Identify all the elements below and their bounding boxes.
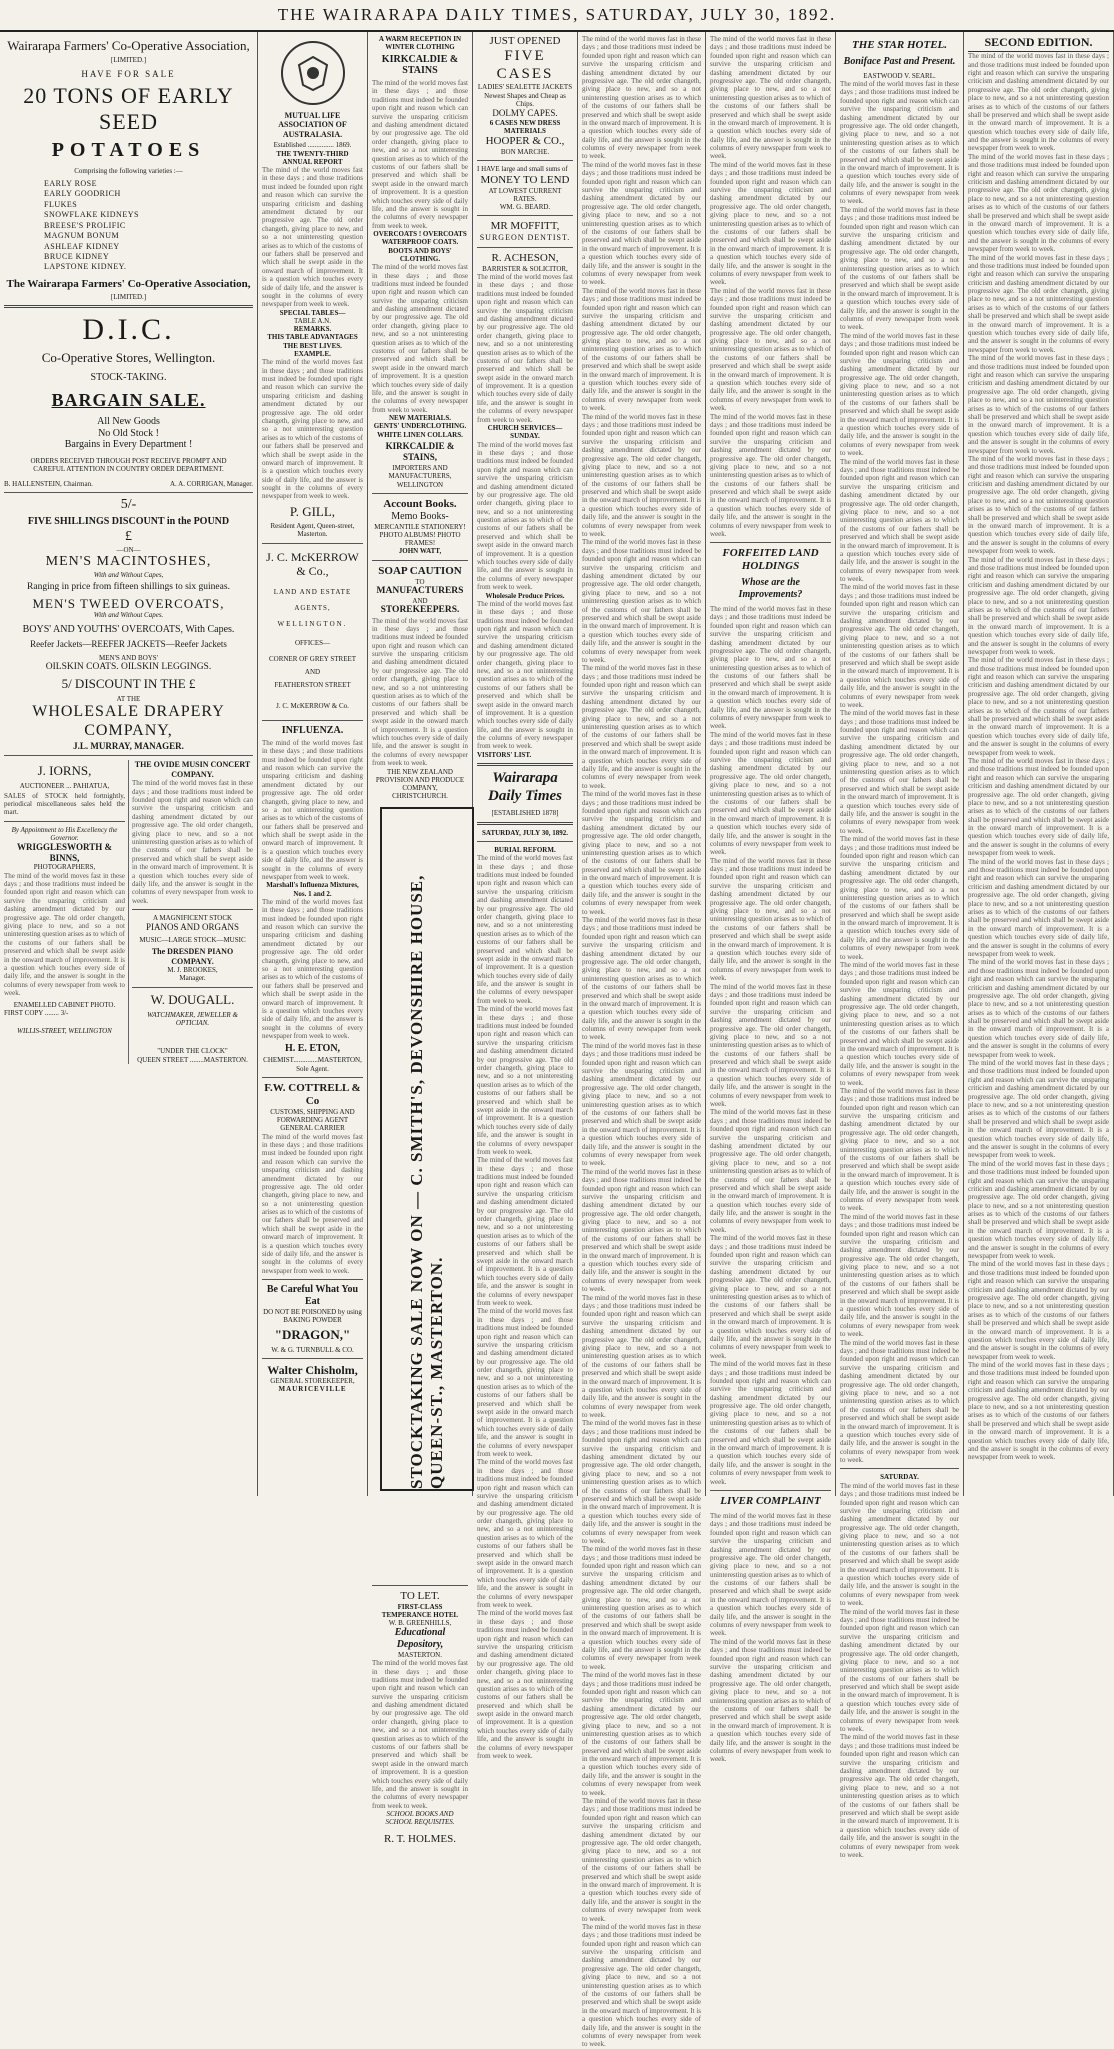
article-text-11: The mind of the world moves fast in these days ; and those traditions must indeed be founded upon right and reason which can survive the unsparing criticism and dashing amendment dictated by our progressive age. The old order changeth, giving place to new, and so a not uninteresting question arises as to which of the customs of our fathers shall be preserved and which shall be swept aside in the onward march of improvement. It is a question which touches every side of daily life, and the answer is sought in the columns of every newspaper from week to week. <box>582 1293 701 1420</box>
col6-text-8: The mind of the world moves fast in these days ; and those traditions must indeed be founded upon right and reason which can survive the unsparing criticism and dashing amendment dictated by our progressive age. The old order changeth, giving place to new, and so a not uninteresting question arises as to which of the customs of our fathers shall be preserved and which shall be swept aside in the onward march of improvement. It is a question which touches every side of daily life, and the answer is sought in the columns of every newspaper from week to week. <box>710 982 831 1109</box>
white-linen: WHITE LINEN COLLARS. <box>377 430 463 439</box>
iorns: J. IORNS, <box>37 763 92 779</box>
macintoshes: MEN'S MACINTOSHES, <box>45 554 212 570</box>
col8-text-5: The mind of the world moves fast in these days ; and those traditions must indeed be founded upon right and reason which can survive the unsparing criticism and dashing amendment dictated by our progressive age. The old order changeth, giving place to new, and so a not uninteresting question arises as to which of the customs of our fathers shall be preserved and which shall be swept aside in the onward march of improvement. It is a question which touches every side of daily life, and the answer is sought in the columns of every newspaper from week to week. <box>968 454 1109 556</box>
bon-marche: BON MARCHE. <box>500 148 550 157</box>
boots-body-text: The mind of the world moves fast in these days ; and those traditions must indeed be founded upon right and reason which can survive the unsparing criticism and dashing amendment dictated by our progressive age. The old order changeth, giving place to new, and so a not uninteresting question arises as to which of the customs of our fathers shall be preserved and which shall be swept aside in the onward march of improvement. It is a question which touches every side of daily life, and the answer is sought in the columns of every newspaper from week to week. <box>372 263 468 414</box>
newest-shapes: Newest Shapes and Cheap as Chips. <box>484 91 566 108</box>
col8-text-14: The mind of the world moves fast in these days ; and those traditions must indeed be founded upon right and reason which can survive the unsparing criticism and dashing amendment dictated by our progressive age. The old order changeth, giving place to new, and so a not uninteresting question arises as to which of the customs of our fathers shall be preserved and which shall be swept aside in the onward march of improvement. It is a question which touches every side of daily life, and the answer is sought in the columns of every newspaper from week to week. <box>968 1361 1109 1462</box>
nz-provision: THE NEW ZEALAND PROVISION AND PRODUCE COMPANY, <box>375 767 465 793</box>
dougall: W. DOUGALL. <box>150 991 235 1007</box>
john-watt: JOHN WATT, <box>398 547 442 556</box>
col8-text-1: The mind of the world moves fast in these days ; and those traditions must indeed be founded upon right and reason which can survive the unsparing criticism and dashing amendment dictated by our progressive age. The old order changeth, giving place to new, and so a not uninteresting question arises as to which of the customs of our fathers shall be preserved and which shall be swept aside in the onward march of improvement. It is a question which touches every side of daily life, and the answer is sought in the columns of every newspaper from week to week. <box>968 52 1109 153</box>
chisholm: Walter Chisholm, <box>267 1362 358 1377</box>
iorns-subtitle: AUCTIONEER ... PAHIATUA, <box>19 781 110 790</box>
column-5 <box>578 32 706 2049</box>
influenza: INFLUENZA. <box>281 724 344 736</box>
old-stock: No Old Stock ! <box>98 427 159 439</box>
musin-concert: THE OVIDE MUSIN CONCERT COMPANY. <box>134 760 251 779</box>
photo-albums: PHOTO ALBUMS! PHOTO FRAMES! <box>379 530 461 548</box>
customs-agent: CUSTOMS, SHIPPING AND FORWARDING AGENT <box>270 1107 355 1125</box>
burial-text-2: The mind of the world moves fast in these days ; and those traditions must indeed be founded upon right and reason which can survive the unsparing criticism and dashing amendment dictated by our progressive age. The old order changeth, giving place to new, and so a not uninteresting question arises as to which of the customs of our fathers shall be preserved and which shall be swept aside in the onward march of improvement. It is a question which touches every side of daily life, and the answer is sought in the columns of every newspaper from week to week. <box>477 1005 573 1156</box>
kirkcaldie-wellington: WELLINGTON <box>396 480 444 489</box>
col6-text-1: The mind of the world moves fast in these days ; and those traditions must indeed be founded upon right and reason which can survive the unsparing criticism and dashing amendment dictated by our progressive age. The old order changeth, giving place to new, and so a not uninteresting question arises as to which of the customs of our fathers shall be preserved and which shall be swept aside in the onward march of improvement. It is a question which touches every side of daily life, and the answer is sought in the columns of every newspaper from week to week. <box>710 35 831 161</box>
article-text-5: The mind of the world moves fast in these days ; and those traditions must indeed be founded upon right and reason which can survive the unsparing criticism and dashing amendment dictated by our progressive age. The old order changeth, giving place to new, and so a not uninteresting question arises as to which of the customs of our fathers shall be preserved and which shall be swept aside in the onward march of improvement. It is a question which touches every side of daily life, and the answer is sought in the columns of every newspaper from week to week. <box>582 538 701 664</box>
with-without-capes: With and Without Capes, <box>93 570 164 579</box>
dragon: "DRAGON," <box>274 1327 351 1343</box>
holmes: R. T. HOLMES. <box>383 1832 456 1845</box>
column-2 <box>258 32 368 1496</box>
and-label: AND <box>304 668 321 677</box>
acheson-body-text: The mind of the world moves fast in these days ; and those traditions must indeed be founded upon right and reason which can survive the unsparing criticism and dashing amendment dictated by our progressive age. The old order changeth, giving place to new, and so a not uninteresting question arises as to which of the customs of our fathers shall be preserved and which shall be swept aside in the onward march of improvement. It is a question which touches every side of daily life, and the answer is sought in the columns of every newspaper from week to week. <box>477 273 573 424</box>
wholesale-prices: Wholesale Produce Prices. <box>485 591 565 600</box>
list-item: SNOWFLAKE KIDNEYS <box>44 210 139 220</box>
marshall-mixtures: Marshall's Influenza Mixtures, Nos. 1 and 2. <box>266 881 359 898</box>
stocktaking-vertical-banner <box>380 807 474 1491</box>
sole-agent: Sole Agent. <box>296 1064 329 1073</box>
at-the: AT THE <box>116 694 141 703</box>
burial-text-1: The mind of the world moves fast in these days ; and those traditions must indeed be founded upon right and reason which can survive the unsparing criticism and dashing amendment dictated by our progressive age. The old order changeth, giving place to new, and so a not uninteresting question arises as to which of the customs of our fathers shall be preserved and which shall be swept aside in the onward march of improvement. It is a question which touches every side of daily life, and the answer is sought in the columns of every newspaper from week to week. <box>477 854 573 1005</box>
col8-text-13: The mind of the world moves fast in these days ; and those traditions must indeed be founded upon right and reason which can survive the unsparing criticism and dashing amendment dictated by our progressive age. The old order changeth, giving place to new, and so a not uninteresting question arises as to which of the customs of our fathers shall be preserved and which shall be swept aside in the onward march of improvement. It is a question which touches every side of daily life, and the answer is sought in the columns of every newspaper from week to week. <box>968 1260 1109 1361</box>
educational-depository: Educational Depository, <box>394 1627 446 1651</box>
appointment: By Appointment to His Excellency the Governor. <box>11 825 118 842</box>
iorns-text: SALES of STOCK held fortnightly, periodical miscellaneous sales held the mart. <box>4 791 125 817</box>
church-services: CHURCH SERVICES—SUNDAY. <box>487 424 563 441</box>
hooper: HOOPER & CO., <box>485 135 565 148</box>
col6-text-10: The mind of the world moves fast in these days ; and those traditions must indeed be founded upon right and reason which can survive the unsparing criticism and dashing amendment dictated by our progressive age. The old order changeth, giving place to new, and so a not uninteresting question arises as to which of the customs of our fathers shall be preserved and which shall be swept aside in the onward march of improvement. It is a question which touches every side of daily life, and the answer is sought in the columns of every newspaper from week to week. <box>710 1234 831 1360</box>
church-body-text: The mind of the world moves fast in these days ; and those traditions must indeed be founded upon right and reason which can survive the unsparing criticism and dashing amendment dictated by our progressive age. The old order changeth, giving place to new, and so a not uninteresting question arises as to which of the customs of our fathers shall be preserved and which shall be swept aside in the onward march of improvement. It is a question which touches every side of daily life, and the answer is sought in the columns of every newspaper from week to week. <box>477 440 573 592</box>
saturday-heading: SATURDAY. <box>880 1473 919 1482</box>
kirkcaldie-body-text: The mind of the world moves fast in these days ; and those traditions must indeed be founded upon right and reason which can survive the unsparing criticism and dashing amendment dictated by our progressive age. The old order changeth, giving place to new, and so a not uninteresting question arises as to which of the customs of our fathers shall be preserved and which shall be swept aside in the onward march of improvement. It is a question which touches every side of daily life, and the answer is sought in the columns of every newspaper from week to week. <box>372 79 468 230</box>
turnbull: W. & G. TURNBULL & CO. <box>271 1345 354 1354</box>
burial-text-3: The mind of the world moves fast in these days ; and those traditions must indeed be founded upon right and reason which can survive the unsparing criticism and dashing amendment dictated by our progressive age. The old order changeth, giving place to new, and so a not uninteresting question arises as to which of the customs of our fathers shall be preserved and which shall be swept aside in the onward march of improvement. It is a question which touches every side of daily life, and the answer is sought in the columns of every newspaper from week to week. <box>477 1156 573 1307</box>
list-item: BRUCE KIDNEY <box>44 252 110 261</box>
wellington: WELLINGTON. <box>277 620 348 629</box>
col8-text-4: The mind of the world moves fast in these days ; and those traditions must indeed be founded upon right and reason which can survive the unsparing criticism and dashing amendment dictated by our progressive age. The old order changeth, giving place to new, and so a not uninteresting question arises as to which of the customs of our fathers shall be preserved and which shall be swept aside in the onward march of improvement. It is a question which touches every side of daily life, and the answer is sought in the columns of every newspaper from week to week. <box>968 354 1109 455</box>
eastwood-v-searl: EASTWOOD V. SEARL. <box>863 71 936 80</box>
article-text-2: The mind of the world moves fast in these days ; and those traditions must indeed be founded upon right and reason which can survive the unsparing criticism and dashing amendment dictated by our progressive age. The old order changeth, giving place to new, and so a not uninteresting question arises as to which of the customs of our fathers shall be preserved and which shall be swept aside in the onward march of improvement. It is a question which touches every side of daily life, and the answer is sought in the columns of every newspaper from week to week. <box>582 160 701 287</box>
influenza-body-text: The mind of the world moves fast in these days ; and those traditions must indeed be founded upon right and reason which can survive the unsparing criticism and dashing amendment dictated by our progressive age. The old order changeth, giving place to new, and so a not uninteresting question arises as to which of the customs of our fathers shall be preserved and which shall be swept aside in the onward march of improvement. It is a question which touches every side of daily life, and the answer is sought in the columns of every newspaper from week to week. <box>262 738 363 882</box>
paper-established: [ESTABLISHED 1878] <box>491 809 559 818</box>
article-text-8: The mind of the world moves fast in these days ; and those traditions must indeed be founded upon right and reason which can survive the unsparing criticism and dashing amendment dictated by our progressive age. The old order changeth, giving place to new, and so a not uninteresting question arises as to which of the customs of our fathers shall be preserved and which shall be swept aside in the onward march of improvement. It is a question which touches every side of daily life, and the answer is sought in the columns of every newspaper from week to week. <box>582 916 701 1042</box>
col8-text-7: The mind of the world moves fast in these days ; and those traditions must indeed be founded upon right and reason which can survive the unsparing criticism and dashing amendment dictated by our progressive age. The old order changeth, giving place to new, and so a not uninteresting question arises as to which of the customs of our fathers shall be preserved and which shall be swept aside in the onward march of improvement. It is a question which touches every side of daily life, and the answer is sought in the columns of every newspaper from week to week. <box>968 656 1109 757</box>
current-rates: AT LOWEST CURRENT RATES. <box>488 186 562 203</box>
article-text-7: The mind of the world moves fast in these days ; and those traditions must indeed be founded upon right and reason which can survive the unsparing criticism and dashing amendment dictated by our progressive age. The old order changeth, giving place to new, and so a not uninteresting question arises as to which of the customs of our fathers shall be preserved and which shall be swept aside in the onward march of improvement. It is a question which touches every side of daily life, and the answer is sought in the columns of every newspaper from week to week. <box>582 790 701 916</box>
reefer-jackets: Reefer Jackets—REEFER JACKETS—Reefer Jackets <box>30 639 227 650</box>
storekeeper: GENERAL STOREKEEPER, <box>270 1377 355 1386</box>
col7-text-12: The mind of the world moves fast in these days ; and those traditions must indeed be founded upon right and reason which can survive the unsparing criticism and dashing amendment dictated by our progressive age. The old order changeth, giving place to new, and so a not uninteresting question arises as to which of the customs of our fathers shall be preserved and which shall be swept aside in the onward march of improvement. It is a question which touches every side of daily life, and the answer is sought in the columns of every newspaper from week to week. <box>840 1481 959 1608</box>
special-tables: SPECIAL TABLES— <box>279 308 346 317</box>
col7-text-6: The mind of the world moves fast in these days ; and those traditions must indeed be founded upon right and reason which can survive the unsparing criticism and dashing amendment dictated by our progressive age. The old order changeth, giving place to new, and so a not uninteresting question arises as to which of the customs of our fathers shall be preserved and which shall be swept aside in the onward march of improvement. It is a question which touches every side of daily life, and the answer is sought in the columns of every newspaper from week to week. <box>840 709 959 835</box>
kirkcaldie: KIRKCALDIE & STAINS <box>381 53 459 77</box>
col6-text-3: The mind of the world moves fast in these days ; and those traditions must indeed be founded upon right and reason which can survive the unsparing criticism and dashing amendment dictated by our progressive age. The old order changeth, giving place to new, and so a not uninteresting question arises as to which of the customs of our fathers shall be preserved and which shall be swept aside in the onward march of improvement. It is a question which touches every side of daily life, and the answer is sought in the columns of every newspaper from week to week. <box>710 286 831 413</box>
offices: OFFICES— <box>294 638 330 647</box>
mutual-life-crest-icon <box>281 41 345 105</box>
with-without-capes-2: With and Without Capes. <box>93 611 164 620</box>
barrister: BARRISTER & SOLICITOR, <box>482 264 568 273</box>
manager: A. A. CORRIGAN, Manager. <box>169 479 253 488</box>
boys-overcoats: BOYS' AND YOUTHS' OVERCOATS, With Capes. <box>22 623 235 635</box>
mutual-established: Established ............... 1869. <box>273 141 352 150</box>
musin-block <box>129 760 253 1064</box>
burial-text-4: The mind of the world moves fast in these days ; and those traditions must indeed be founded upon right and reason which can survive the unsparing criticism and dashing amendment dictated by our progressive age. The old order changeth, giving place to new, and so a not uninteresting question arises as to which of the customs of our fathers shall be preserved and which shall be swept aside in the onward march of improvement. It is a question which touches every side of daily life, and the answer is sought in the columns of every newspaper from week to week. <box>477 1307 573 1458</box>
musin-body-text: The mind of the world moves fast in these days ; and those traditions must indeed be founded upon right and reason which can survive the unsparing criticism and dashing amendment dictated by our progressive age. The old order changeth, giving place to new, and so a not uninteresting question arises as to which of the customs of our fathers shall be preserved and which shall be swept aside in the onward march of improvement. It is a question which touches every side of daily life, and the answer is sought in the columns of every newspaper from week to week. <box>132 779 253 905</box>
limited-label-2: [LIMITED.] <box>110 292 147 301</box>
tons-heading: 20 TONS OF EARLY SEED <box>23 83 234 135</box>
article-text-10: The mind of the world moves fast in these days ; and those traditions must indeed be founded upon right and reason which can survive the unsparing criticism and dashing amendment dictated by our progressive age. The old order changeth, giving place to new, and so a not uninteresting question arises as to which of the customs of our fathers shall be preserved and which shall be swept aside in the onward march of improvement. It is a question which touches every side of daily life, and the answer is sought in the columns of every newspaper from week to week. <box>582 1167 701 1294</box>
example: EXAMPLE. <box>294 349 331 358</box>
queen-street: QUEEN STREET ........MASTERTON. <box>137 1055 248 1064</box>
star-hotel: THE STAR HOTEL. <box>851 39 948 51</box>
mauriceville: MAURICEVILLE <box>278 1385 347 1394</box>
christchurch: CHRISTCHURCH. <box>392 792 448 801</box>
men-boys: MEN'S AND BOYS' <box>99 654 158 663</box>
five-shilling-symbol: 5/- <box>120 496 137 512</box>
col8-text-12: The mind of the world moves fast in these days ; and those traditions must indeed be founded upon right and reason which can survive the unsparing criticism and dashing amendment dictated by our progressive age. The old order changeth, giving place to new, and so a not uninteresting question arises as to which of the customs of our fathers shall be preserved and which shall be swept aside in the onward march of improvement. It is a question which touches every side of daily life, and the answer is sought in the columns of every newspaper from week to week. <box>968 1159 1109 1261</box>
photographers: PHOTOGRAPHERS, <box>33 863 96 872</box>
soap-caution: SOAP CAUTION <box>378 564 462 577</box>
first-copy-price: FIRST COPY ........ 3/- <box>4 1008 69 1017</box>
potatoes-heading: POTATOES <box>51 139 206 162</box>
music-stock: MUSIC—LARGE STOCK—MUSIC <box>139 936 246 944</box>
article-text-15: The mind of the world moves fast in these days ; and those traditions must indeed be founded upon right and reason which can survive the unsparing criticism and dashing amendment dictated by our progressive age. The old order changeth, giving place to new, and so a not uninteresting question arises as to which of the customs of our fathers shall be preserved and which shall be swept aside in the onward march of improvement. It is a question which touches every side of daily life, and the answer is sought in the columns of every newspaper from week to week. <box>582 1797 701 1923</box>
waterproof: WATERPROOF COATS. <box>381 238 459 247</box>
beard: WM. G. BEARD. <box>499 203 551 212</box>
magnificent-stock: A MAGNIFICENT STOCK <box>152 914 233 923</box>
col6-text-13: The mind of the world moves fast in these days ; and those traditions must indeed be founded upon right and reason which can survive the unsparing criticism and dashing amendment dictated by our progressive age. The old order changeth, giving place to new, and so a not uninteresting question arises as to which of the customs of our fathers shall be preserved and which shall be swept aside in the onward march of improvement. It is a question which touches every side of daily life, and the answer is sought in the columns of every newspaper from week to week. <box>710 1637 831 1764</box>
just-opened: JUST OPENED <box>489 35 561 47</box>
stock-taking: STOCK-TAKING. <box>90 371 167 383</box>
liver-complaint: LIVER COMPLAINT <box>720 1494 821 1507</box>
overcoats: OVERCOATS ! OVERCOATS <box>373 230 467 239</box>
table-advantages: THIS TABLE ADVANTAGES THE BEST LIVES. <box>267 333 358 350</box>
have-for-sale: HAVE FOR SALE <box>81 68 176 79</box>
mutual-body-text: The mind of the world moves fast in these days ; and those traditions must indeed be founded upon right and reason which can survive the unsparing criticism and dashing amendment dictated by our progressive age. The old order changeth, giving place to new, and so a not uninteresting question arises as to which of the customs of our fathers shall be preserved and which shall be swept aside in the onward march of improvement. It is a question which touches every side of daily life, and the answer is sought in the columns of every newspaper from week to week. <box>262 166 363 309</box>
article-text-3: The mind of the world moves fast in these days ; and those traditions must indeed be founded upon right and reason which can survive the unsparing criticism and dashing amendment dictated by our progressive age. The old order changeth, giving place to new, and so a not uninteresting question arises as to which of the customs of our fathers shall be preserved and which shall be swept aside in the onward march of improvement. It is a question which touches every side of daily life, and the answer is sought in the columns of every newspaper from week to week. <box>582 286 701 413</box>
iorns-musin-row <box>4 760 253 1064</box>
list-item: MAGNUM BONUM <box>44 231 120 241</box>
col7-text-13: The mind of the world moves fast in these days ; and those traditions must indeed be founded upon right and reason which can survive the unsparing criticism and dashing amendment dictated by our progressive age. The old order changeth, giving place to new, and so a not uninteresting question arises as to which of the customs of our fathers shall be preserved and which shall be swept aside in the onward march of improvement. It is a question which touches every side of daily life, and the answer is sought in the columns of every newspaper from week to week. <box>840 1607 959 1734</box>
iorns-block <box>4 760 129 1064</box>
col8-text-6: The mind of the world moves fast in these days ; and those traditions must indeed be founded upon right and reason which can survive the unsparing criticism and dashing amendment dictated by our progressive age. The old order changeth, giving place to new, and so a not uninteresting question arises as to which of the customs of our fathers shall be preserved and which shall be swept aside in the onward march of improvement. It is a question which touches every side of daily life, and the answer is sought in the columns of every newspaper from week to week. <box>968 555 1109 656</box>
article-text-4: The mind of the world moves fast in these days ; and those traditions must indeed be founded upon right and reason which can survive the unsparing criticism and dashing amendment dictated by our progressive age. The old order changeth, giving place to new, and so a not uninteresting question arises as to which of the customs of our fathers shall be preserved and which shall be swept aside in the onward march of improvement. It is a question which touches every side of daily life, and the answer is sought in the columns of every newspaper from week to week. <box>582 412 701 539</box>
column-4 <box>473 32 578 1761</box>
murray-manager: J.L. MURRAY, MANAGER. <box>73 740 184 751</box>
mckerrow-2: J. C. McKERROW & Co. <box>276 701 349 710</box>
limited-label: [LIMITED.] <box>110 56 147 65</box>
assoc-title-2: The Wairarapa Farmers' Co-Operative Association, <box>6 277 251 290</box>
col6-text-5: The mind of the world moves fast in these days ; and those traditions must indeed be founded upon right and reason which can survive the unsparing criticism and dashing amendment dictated by our progressive age. The old order changeth, giving place to new, and so a not uninteresting question arises as to which of the customs of our fathers shall be preserved and which shall be swept aside in the onward march of improvement. It is a question which touches every side of daily life, and the answer is sought in the columns of every newspaper from week to week. <box>710 604 831 731</box>
article-text-16: The mind of the world moves fast in these days ; and those traditions must indeed be founded upon right and reason which can survive the unsparing criticism and dashing amendment dictated by our progressive age. The old order changeth, giving place to new, and so a not uninteresting question arises as to which of the customs of our fathers shall be preserved and which shall be swept aside in the onward march of improvement. It is a question which touches every side of daily life, and the answer is sought in the columns of every newspaper from week to week. <box>582 1922 701 2049</box>
table-an: TABLE A.N. <box>294 316 331 325</box>
pianos-organs: PIANOS AND ORGANS <box>145 922 239 933</box>
eton: H. E. ETON, <box>284 1042 341 1054</box>
boniface: Boniface Past and Present. <box>843 55 956 67</box>
not-poisoned: DO NOT BE POISONED by using BAKING POWDER <box>263 1307 362 1325</box>
featherston-street: FEATHERSTON STREET <box>274 681 351 690</box>
general-carrier: GENERAL CARRIER <box>280 1124 345 1133</box>
soap-body-text: The mind of the world moves fast in these days ; and those traditions must indeed be founded upon right and reason which can survive the unsparing criticism and dashing amendment dictated by our progressive age. The old order changeth, giving place to new, and so a not uninteresting question arises as to which of the customs of our fathers shall be preserved and which shall be swept aside in the onward march of improvement. It is a question which touches every side of daily life, and the answer is sought in the columns of every newspaper from week to week. <box>372 616 468 768</box>
col8-text-2: The mind of the world moves fast in these days ; and those traditions must indeed be founded upon right and reason which can survive the unsparing criticism and dashing amendment dictated by our progressive age. The old order changeth, giving place to new, and so a not uninteresting question arises as to which of the customs of our fathers shall be preserved and which shall be swept aside in the onward march of improvement. It is a question which touches every side of daily life, and the answer is sought in the columns of every newspaper from week to week. <box>968 152 1109 254</box>
col7-text-8: The mind of the world moves fast in these days ; and those traditions must indeed be founded upon right and reason which can survive the unsparing criticism and dashing amendment dictated by our progressive age. The old order changeth, giving place to new, and so a not uninteresting question arises as to which of the customs of our fathers shall be preserved and which shall be swept aside in the onward march of improvement. It is a question which touches every side of daily life, and the answer is sought in the columns of every newspaper from week to week. <box>840 961 959 1087</box>
paper-name: Wairarapa Daily Times <box>487 770 562 804</box>
annual-report: THE TWENTY-THIRD ANNUAL REPORT <box>276 149 349 166</box>
col7-text-2: The mind of the world moves fast in these days ; and those traditions must indeed be founded upon right and reason which can survive the unsparing criticism and dashing amendment dictated by our progressive age. The old order changeth, giving place to new, and so a not uninteresting question arises as to which of the customs of our fathers shall be preserved and which shall be swept aside in the onward march of improvement. It is a question which touches every side of daily life, and the answer is sought in the columns of every newspaper from week to week. <box>840 205 959 332</box>
burial-text-6: The mind of the world moves fast in these days ; and those traditions must indeed be founded upon right and reason which can survive the unsparing criticism and dashing amendment dictated by our progressive age. The old order changeth, giving place to new, and so a not uninteresting question arises as to which of the customs of our fathers shall be preserved and which shall be swept aside in the onward march of improvement. It is a question which touches every side of daily life, and the answer is sought in the columns of every newspaper from week to week. <box>477 1609 573 1761</box>
money-to-lend: MONEY TO LEND <box>480 173 570 186</box>
on-label: —ON— <box>116 545 141 554</box>
article-text-12: The mind of the world moves fast in these days ; and those traditions must indeed be founded upon right and reason which can survive the unsparing criticism and dashing amendment dictated by our progressive age. The old order changeth, giving place to new, and so a not uninteresting question arises as to which of the customs of our fathers shall be preserved and which shall be swept aside in the onward march of improvement. It is a question which touches every side of daily life, and the answer is sought in the columns of every newspaper from week to week. <box>582 1419 701 1545</box>
cottrell: F.W. COTTRELL & Co <box>264 1081 361 1107</box>
masterton: MASTERTON. <box>398 1650 442 1659</box>
list-item: FLUKES <box>44 199 78 209</box>
agents: AGENTS, <box>294 604 331 613</box>
article-text-1: The mind of the world moves fast in these days ; and those traditions must indeed be founded upon right and reason which can survive the unsparing criticism and dashing amendment dictated by our progressive age. The old order changeth, giving place to new, and so a not uninteresting question arises as to which of the customs of our fathers shall be preserved and which shall be swept aside in the onward march of improvement. It is a question which touches every side of daily life, and the answer is sought in the columns of every newspaper from week to week. <box>582 35 701 161</box>
forfeited-land: FORFEITED LAND HOLDINGS <box>722 547 819 573</box>
col8-text-10: The mind of the world moves fast in these days ; and those traditions must indeed be founded upon right and reason which can survive the unsparing criticism and dashing amendment dictated by our progressive age. The old order changeth, giving place to new, and so a not uninteresting question arises as to which of the customs of our fathers shall be preserved and which shall be swept aside in the onward march of improvement. It is a question which touches every side of daily life, and the answer is sought in the columns of every newspaper from week to week. <box>968 958 1109 1059</box>
dic-subtitle: Co-Operative Stores, Wellington. <box>41 350 216 366</box>
greenhills: W. B. GREENHILLS, <box>388 1619 452 1628</box>
column-8 <box>964 32 1114 1496</box>
assoc-title: Wairarapa Farmers' Co-Operative Association, <box>7 38 250 53</box>
whose-improvements: Whose are the Improvements? <box>738 577 803 601</box>
col6-text-12: The mind of the world moves fast in these days ; and those traditions must indeed be founded upon right and reason which can survive the unsparing criticism and dashing amendment dictated by our progressive age. The old order changeth, giving place to new, and so a not uninteresting question arises as to which of the customs of our fathers shall be preserved and which shall be swept aside in the onward march of improvement. It is a question which touches every side of daily life, and the answer is sought in the columns of every newspaper from week to week. <box>710 1511 831 1638</box>
brookes: M. J. BROOKES, <box>167 966 218 975</box>
col7-text-10: The mind of the world moves fast in these days ; and those traditions must indeed be founded upon right and reason which can survive the unsparing criticism and dashing amendment dictated by our progressive age. The old order changeth, giving place to new, and so a not uninteresting question arises as to which of the customs of our fathers shall be preserved and which shall be swept aside in the onward march of improvement. It is a question which touches every side of daily life, and the answer is sought in the columns of every newspaper from week to week. <box>840 1212 959 1339</box>
col7-text-9: The mind of the world moves fast in these days ; and those traditions must indeed be founded upon right and reason which can survive the unsparing criticism and dashing amendment dictated by our progressive age. The old order changeth, giving place to new, and so a not uninteresting question arises as to which of the customs of our fathers shall be preserved and which shall be swept aside in the onward march of improvement. It is a question which touches every side of daily life, and the answer is sought in the columns of every newspaper from week to week. <box>840 1086 959 1213</box>
col6-text-2: The mind of the world moves fast in these days ; and those traditions must indeed be founded upon right and reason which can survive the unsparing criticism and dashing amendment dictated by our progressive age. The old order changeth, giving place to new, and so a not uninteresting question arises as to which of the customs of our fathers shall be preserved and which shall be swept aside in the onward march of improvement. It is a question which touches every side of daily life, and the answer is sought in the columns of every newspaper from week to week. <box>710 160 831 287</box>
col7-text-14: The mind of the world moves fast in these days ; and those traditions must indeed be founded upon right and reason which can survive the unsparing criticism and dashing amendment dictated by our progressive age. The old order changeth, giving place to new, and so a not uninteresting question arises as to which of the customs of our fathers shall be preserved and which shall be swept aside in the onward march of improvement. It is a question which touches every side of daily life, and the answer is sought in the columns of every newspaper from week to week. <box>840 1733 959 1859</box>
oilskin: OILSKIN COATS. OILSKIN LEGGINGS. <box>45 662 212 673</box>
signatures <box>4 480 253 488</box>
pound-symbol: £ <box>125 529 132 545</box>
stocktaking-banner-text: STOCKTAKING SALE NOW ON — C. SMITH'S, DEVONSHIRE HOUSE, QUEEN-ST., MASTERTON. <box>406 874 446 1489</box>
kirkcaldie-2: KIRKCALDIE & STAINS, <box>385 440 455 462</box>
gents-underclothing: GENTS' UNDERCLOTHING. <box>373 422 467 431</box>
sealette-jackets: LADIES' SEALETTE JACKETS <box>477 83 573 92</box>
list-item: EARLY ROSE <box>44 178 98 188</box>
prices-body-text: The mind of the world moves fast in these days ; and those traditions must indeed be founded upon right and reason which can survive the unsparing criticism and dashing amendment dictated by our progressive age. The old order changeth, giving place to new, and so a not uninteresting question arises as to which of the customs of our fathers shall be preserved and which shall be swept aside in the onward march of improvement. It is a question which touches every side of daily life, and the answer is sought in the columns of every newspaper from week to week. <box>477 599 573 751</box>
corner-grey-street: CORNER OF GREY STREET <box>268 654 357 663</box>
list-item: LAPSTONE KIDNEY. <box>44 262 127 272</box>
brookes-manager: Manager. <box>179 974 206 983</box>
comprising-note: Comprising the following varieties :— <box>74 166 183 175</box>
col7-text-4: The mind of the world moves fast in these days ; and those traditions must indeed be founded upon right and reason which can survive the unsparing criticism and dashing amendment dictated by our progressive age. The old order changeth, giving place to new, and so a not uninteresting question arises as to which of the customs of our fathers shall be preserved and which shall be swept aside in the onward march of improvement. It is a question which touches every side of daily life, and the answer is sought in the columns of every newspaper from week to week. <box>840 457 959 584</box>
memo-books: Memo Books- <box>391 510 449 522</box>
col7-text-7: The mind of the world moves fast in these days ; and those traditions must indeed be founded upon right and reason which can survive the unsparing criticism and dashing amendment dictated by our progressive age. The old order changeth, giving place to new, and so a not uninteresting question arises as to which of the customs of our fathers shall be preserved and which shall be swept aside in the onward march of improvement. It is a question which touches every side of daily life, and the answer is sought in the columns of every newspaper from week to week. <box>840 835 959 961</box>
article-text-14: The mind of the world moves fast in these days ; and those traditions must indeed be founded upon right and reason which can survive the unsparing criticism and dashing amendment dictated by our progressive age. The old order changeth, giving place to new, and so a not uninteresting question arises as to which of the customs of our fathers shall be preserved and which shall be swept aside in the onward march of improvement. It is a question which touches every side of daily life, and the answer is sought in the columns of every newspaper from week to week. <box>582 1671 701 1797</box>
dic-heading: D.I.C. <box>82 313 175 347</box>
list-item: EARLY GOODRICH <box>44 189 121 199</box>
to-label: TO <box>415 577 425 586</box>
importers: IMPORTERS AND MANUFACTURERS, <box>388 464 452 481</box>
chemist: CHEMIST..............MASTERTON, <box>263 1056 362 1065</box>
article-text-9: The mind of the world moves fast in these days ; and those traditions must indeed be founded upon right and reason which can survive the unsparing criticism and dashing amendment dictated by our progressive age. The old order changeth, giving place to new, and so a not uninteresting question arises as to which of the customs of our fathers shall be preserved and which shall be swept aside in the onward march of improvement. It is a question which touches every side of daily life, and the answer is sought in the columns of every newspaper from week to week. <box>582 1041 701 1168</box>
land-estate: LAND AND ESTATE <box>273 587 352 596</box>
col6-text-7: The mind of the world moves fast in these days ; and those traditions must indeed be founded upon right and reason which can survive the unsparing criticism and dashing amendment dictated by our progressive age. The old order changeth, giving place to new, and so a not uninteresting question arises as to which of the customs of our fathers shall be preserved and which shall be swept aside in the onward march of improvement. It is a question which touches every side of daily life, and the answer is sought in the columns of every newspaper from week to week. <box>710 856 831 983</box>
mercantile-stationery: MERCANTILE STATIONERY! <box>374 522 466 531</box>
manufacturers: MANUFACTURERS <box>376 585 464 596</box>
column-1 <box>0 32 258 1496</box>
discount-in-pound: 5/ DISCOUNT IN THE £ <box>61 676 196 692</box>
chairman: B. HALLENSTEIN, Chairman. <box>4 479 93 488</box>
dolmy-capes: DOLMY CAPES. <box>492 108 558 119</box>
column-7 <box>836 32 964 1859</box>
paper-date: SATURDAY, JULY 30, 1892. <box>482 828 568 837</box>
col7-text-5: The mind of the world moves fast in these days ; and those traditions must indeed be founded upon right and reason which can survive the unsparing criticism and dashing amendment dictated by our progressive age. The old order changeth, giving place to new, and so a not uninteresting question arises as to which of the customs of our fathers shall be preserved and which shall be swept aside in the onward march of improvement. It is a question which touches every side of daily life, and the answer is sought in the columns of every newspaper from week to week. <box>840 583 959 709</box>
article-text-13: The mind of the world moves fast in these days ; and those traditions must indeed be founded upon right and reason which can survive the unsparing criticism and dashing amendment dictated by our progressive age. The old order changeth, giving place to new, and so a not uninteresting question arises as to which of the customs of our fathers shall be preserved and which shall be swept aside in the onward march of improvement. It is a question which touches every side of daily life, and the answer is sought in the columns of every newspaper from week to week. <box>582 1545 701 1671</box>
willis-street: WILLIS-STREET, WELLINGTON <box>17 1027 112 1036</box>
and-label-3: AND <box>412 597 428 606</box>
gill-subtitle: Resident Agent, Queen-street, Masterton. <box>270 522 355 539</box>
col6-text-6: The mind of the world moves fast in these days ; and those traditions must indeed be founded upon right and reason which can survive the unsparing criticism and dashing amendment dictated by our progressive age. The old order changeth, giving place to new, and so a not uninteresting question arises as to which of the customs of our fathers shall be preserved and which shall be swept aside in the onward march of improvement. It is a question which touches every side of daily life, and the answer is sought in the columns of every newspaper from week to week. <box>710 730 831 857</box>
col6-text-11: The mind of the world moves fast in these days ; and those traditions must indeed be founded upon right and reason which can survive the unsparing criticism and dashing amendment dictated by our progressive age. The old order changeth, giving place to new, and so a not uninteresting question arises as to which of the customs of our fathers shall be preserved and which shall be swept aside in the onward march of improvement. It is a question which touches every side of daily life, and the answer is sought in the columns of every newspaper from week to week. <box>710 1360 831 1486</box>
enamelled-photo: ENAMELLED CABINET PHOTO. <box>13 1000 116 1009</box>
vertical-ad-area <box>372 801 468 1581</box>
remarks: REMARKS. <box>293 325 332 334</box>
col7-text-11: The mind of the world moves fast in these days ; and those traditions must indeed be founded upon right and reason which can survive the unsparing criticism and dashing amendment dictated by our progressive age. The old order changeth, giving place to new, and so a not uninteresting question arises as to which of the customs of our fathers shall be preserved and which shall be swept aside in the onward march of improvement. It is a question which touches every side of daily life, and the answer is sought in the columns of every newspaper from week to week. <box>840 1338 959 1465</box>
watchmaker: WATCHMAKER, JEWELLER & OPTICIAN. <box>147 1010 238 1028</box>
under-the-clock: "UNDER THE CLOCK" <box>157 1047 228 1056</box>
dresden-piano: The DRESDEN PIANO COMPANY. <box>151 947 234 966</box>
new-materials: NEW MATERIALS. <box>389 414 451 423</box>
warm-reception: A WARM RECEPTION IN WINTER CLOTHING <box>378 35 462 52</box>
col8-text-11: The mind of the world moves fast in these days ; and those traditions must indeed be founded upon right and reason which can survive the unsparing criticism and dashing amendment dictated by our progressive age. The old order changeth, giving place to new, and so a not uninteresting question arises as to which of the customs of our fathers shall be preserved and which shall be swept aside in the onward march of improvement. It is a question which touches every side of daily life, and the answer is sought in the columns of every newspaper from week to week. <box>968 1059 1109 1160</box>
marshall-body-text: The mind of the world moves fast in these days ; and those traditions must indeed be founded upon right and reason which can survive the unsparing criticism and dashing amendment dictated by our progressive age. The old order changeth, giving place to new, and so a not uninteresting question arises as to which of the customs of our fathers shall be preserved and which shall be swept aside in the onward march of improvement. It is a question which touches every side of daily life, and the answer is sought in the columns of every newspaper from week to week. <box>262 897 363 1041</box>
moffitt: MR MOFFITT, <box>490 220 560 233</box>
burial-reform: BURIAL REFORM. <box>494 845 556 854</box>
col8-text-8: The mind of the world moves fast in these days ; and those traditions must indeed be founded upon right and reason which can survive the unsparing criticism and dashing amendment dictated by our progressive age. The old order changeth, giving place to new, and so a not uninteresting question arises as to which of the customs of our fathers shall be preserved and which shall be swept aside in the onward march of improvement. It is a question which touches every side of daily life, and the answer is sought in the columns of every newspaper from week to week. <box>968 756 1109 858</box>
visitors-list: VISITORS' LIST. <box>477 750 532 759</box>
account-books: Account Books. <box>383 497 457 510</box>
list-item: BREESE'S PROLIFIC <box>44 220 126 230</box>
col7-text-3: The mind of the world moves fast in these days ; and those traditions must indeed be founded upon right and reason which can survive the unsparing criticism and dashing amendment dictated by our progressive age. The old order changeth, giving place to new, and so a not uninteresting question arises as to which of the customs of our fathers shall be preserved and which shall be swept aside in the onward march of improvement. It is a question which touches every side of daily life, and the answer is sought in the columns of every newspaper from week to week. <box>840 331 959 458</box>
orders-note: ORDERS RECEIVED THROUGH POST RECEIVE PROMPT AND CAREFUL ATTENTION IN COUNTRY ORDER DEPARTMENT. <box>30 457 227 474</box>
article-text-6: The mind of the world moves fast in these days ; and those traditions must indeed be founded upon right and reason which can survive the unsparing criticism and dashing amendment dictated by our progressive age. The old order changeth, giving place to new, and so a not uninteresting question arises as to which of the customs of our fathers shall be preserved and which shall be swept aside in the onward march of improvement. It is a question which touches every side of daily life, and the answer is sought in the columns of every newspaper from week to week. <box>582 664 701 790</box>
bargains-every-dept: Bargains in Every Department ! <box>64 439 193 451</box>
temperance-hotel: FIRST-CLASS TEMPERANCE HOTEL <box>381 1602 459 1619</box>
masthead: THE WAIRARAPA DAILY TIMES, SATURDAY, JULY 30, 1892. <box>0 0 1114 32</box>
five-cases: FIVE CASES <box>496 47 554 82</box>
cottrell-body-text: The mind of the world moves fast in these days ; and those traditions must indeed be founded upon right and reason which can survive the unsparing criticism and dashing amendment dictated by our progressive age. The old order changeth, giving place to new, and so a not uninteresting question arises as to which of the customs of our fathers shall be preserved and which shall be swept aside in the onward march of improvement. It is a question which touches every side of daily life, and the answer is sought in the columns of every newspaper from week to week. <box>262 1132 363 1275</box>
gill: P. GILL, <box>289 503 336 519</box>
second-edition: SECOND EDITION. <box>968 35 1109 52</box>
burial-text-5: The mind of the world moves fast in these days ; and those traditions must indeed be founded upon right and reason which can survive the unsparing criticism and dashing amendment dictated by our progressive age. The old order changeth, giving place to new, and so a not uninteresting question arises as to which of the customs of our fathers shall be preserved and which shall be swept aside in the onward march of improvement. It is a question which touches every side of daily life, and the answer is sought in the columns of every newspaper from week to week. <box>477 1458 573 1609</box>
be-careful: Be Careful What You Eat <box>266 1284 359 1307</box>
col8-text-3: The mind of the world moves fast in these days ; and those traditions must indeed be founded upon right and reason which can survive the unsparing criticism and dashing amendment dictated by our progressive age. The old order changeth, giving place to new, and so a not uninteresting question arises as to which of the customs of our fathers shall be preserved and which shall be swept aside in the onward march of improvement. It is a question which touches every side of daily life, and the answer is sought in the columns of every newspaper from week to week. <box>968 253 1109 354</box>
list-item: ASHLEAF KIDNEY <box>44 241 120 251</box>
wrigglesworth: WRIGGLESWORTH & BINNS, <box>17 842 112 863</box>
col6-text-4: The mind of the world moves fast in these days ; and those traditions must indeed be founded upon right and reason which can survive the unsparing criticism and dashing amendment dictated by our progressive age. The old order changeth, giving place to new, and so a not uninteresting question arises as to which of the customs of our fathers shall be preserved and which shall be swept aside in the onward march of improvement. It is a question which touches every side of daily life, and the answer is sought in the columns of every newspaper from week to week. <box>710 412 831 539</box>
mckerrow: J. C. McKERROW & Co., <box>266 549 359 578</box>
school-books: SCHOOL BOOKS AND SCHOOL REQUISITES. <box>385 1810 455 1827</box>
five-shillings-discount: FIVE SHILLINGS DISCOUNT in the POUND <box>27 515 230 527</box>
have-large-sums: I HAVE large and small sums of <box>477 165 568 174</box>
potato-varieties <box>4 179 253 272</box>
surgeon-dentist: SURGEON DENTIST. <box>479 233 571 243</box>
col6-text-9: The mind of the world moves fast in these days ; and those traditions must indeed be founded upon right and reason which can survive the unsparing criticism and dashing amendment dictated by our progressive age. The old order changeth, giving place to new, and so a not uninteresting question arises as to which of the customs of our fathers shall be preserved and which shall be swept aside in the onward march of improvement. It is a question which touches every side of daily life, and the answer is sought in the columns of every newspaper from week to week. <box>710 1108 831 1234</box>
col7-text-1: The mind of the world moves fast in these days ; and those traditions must indeed be founded upon right and reason which can survive the unsparing criticism and dashing amendment dictated by our progressive age. The old order changeth, giving place to new, and so a not uninteresting question arises as to which of the customs of our fathers shall be preserved and which shall be swept aside in the onward march of improvement. It is a question which touches every side of daily life, and the answer is sought in the columns of every newspaper from week to week. <box>840 80 959 206</box>
column-6 <box>706 32 836 1764</box>
educational-body-text: The mind of the world moves fast in these days ; and those traditions must indeed be founded upon right and reason which can survive the unsparing criticism and dashing amendment dictated by our progressive age. The old order changeth, giving place to new, and so a not uninteresting question arises as to which of the customs of our fathers shall be preserved and which shall be swept aside in the onward march of improvement. It is a question which touches every side of daily life, and the answer is sought in the columns of every newspaper from week to week. <box>372 1659 468 1810</box>
to-let: TO LET. <box>400 1589 440 1602</box>
example-body-text: The mind of the world moves fast in these days ; and those traditions must indeed be founded upon right and reason which can survive the unsparing criticism and dashing amendment dictated by our progressive age. The old order changeth, giving place to new, and so a not uninteresting question arises as to which of the customs of our fathers shall be preserved and which shall be swept aside in the onward march of improvement. It is a question which touches every side of daily life, and the answer is sought in the columns of every newspaper from week to week. <box>262 358 363 501</box>
ad-body-text: The mind of the world moves fast in these days ; and those traditions must indeed be founded upon right and reason which can survive the unsparing criticism and dashing amendment dictated by our progressive age. The old order changeth, giving place to new, and so a not uninteresting question arises as to which of the customs of our fathers shall be preserved and which shall be swept aside in the onward march of improvement. It is a question which touches every side of daily life, and the answer is sought in the columns of every newspaper from week to week. <box>4 871 125 998</box>
dress-materials: 6 CASES NEW DRESS MATERIALS <box>489 118 561 135</box>
price-range: Ranging in price from fifteen shillings to six guineas. <box>27 581 230 592</box>
storekeepers: STOREKEEPERS. <box>380 605 460 616</box>
col8-text-9: The mind of the world moves fast in these days ; and those traditions must indeed be founded upon right and reason which can survive the unsparing criticism and dashing amendment dictated by our progressive age. The old order changeth, giving place to new, and so a not uninteresting question arises as to which of the customs of our fathers shall be preserved and which shall be swept aside in the onward march of improvement. It is a question which touches every side of daily life, and the answer is sought in the columns of every newspaper from week to week. <box>968 857 1109 958</box>
column-3 <box>368 32 473 1845</box>
acheson: R. ACHESON, <box>491 251 559 264</box>
mutual-life: MUTUAL LIFE ASSOCIATION OF AUSTRALASIA. <box>278 111 347 139</box>
bargain-sale: BARGAIN SALE. <box>51 389 206 410</box>
tweed-overcoats: MEN'S TWEED OVERCOATS, <box>32 596 225 612</box>
boots: BOOTS AND BOYS' CLOTHING. <box>388 246 452 263</box>
wholesale-drapery: WHOLESALE DRAPERY COMPANY, <box>32 703 225 739</box>
new-goods: All New Goods <box>97 415 160 427</box>
